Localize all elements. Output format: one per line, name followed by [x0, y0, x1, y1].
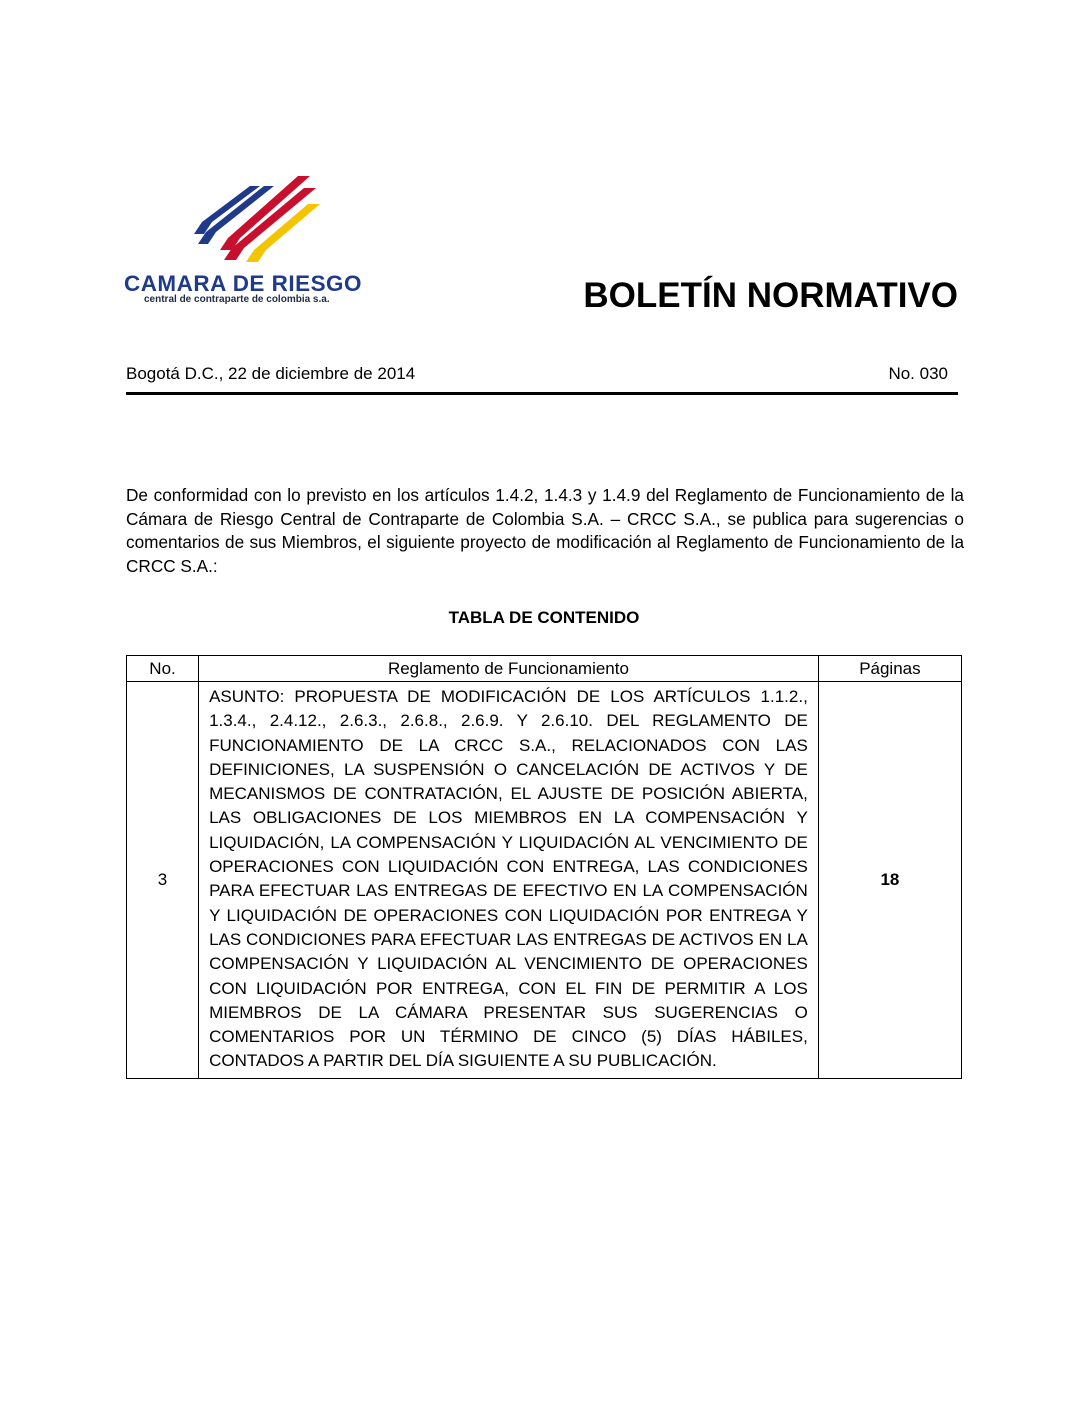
toc-title: TABLA DE CONTENIDO: [448, 608, 640, 627]
toc-header-reglamento: Reglamento de Funcionamiento: [199, 656, 819, 682]
dateline: [126, 364, 948, 384]
logo-subtitle: central de contraparte de colombia s.a.: [144, 294, 330, 305]
logo-stripes-icon: [194, 172, 324, 264]
intro-paragraph: De conformidad con lo previsto en los artículos 1.4.2, 1.4.3 y 1.4.9 del Reglamento de Funcionamiento de la Cámara de Riesgo Central de Contraparte de Colombia S.A. – CRCC S.A., se publica para sugerencias o comentarios de sus Miembros, el siguiente proyecto de modificación al Reglamento de Funcionamiento de la CRCC S.A.:: [126, 485, 964, 576]
toc-row-reglamento: ASUNTO: PROPUESTA DE MODIFICACIÓN DE LOS ARTÍCULOS 1.1.2., 1.3.4., 2.4.12., 2.6.3., 2.6.8., 2.6.9. Y 2.6.10. DEL REGLAMENTO DE FUNCIONAMIENTO DE LA CRCC S.A., RELACIONADOS CON LAS DEFINICIONES, LA SUSPENSIÓN O CANCELACIÓN DE ACTIVOS Y DE MECANISMOS DE CONTRATACIÓN, EL AJUSTE DE POSICIÓN ABIERTA, LAS OBLIGACIONES DE LOS MIEMBROS EN LA COMPENSACIÓN Y LIQUIDACIÓN, LA COMPENSACIÓN Y LIQUIDACIÓN AL VENCIMIENTO DE OPERACIONES CON LIQUIDACIÓN CON ENTREGA, LAS CONDICIONES PARA EFECTUAR LAS ENTREGAS DE EFECTIVO EN LA COMPENSACIÓN Y LIQUIDACIÓN DE OPERACIONES CON LIQUIDACIÓN POR ENTREGA Y LAS CONDICIONES PARA EFECTUAR LAS ENTREGAS DE ACTIVOS EN LA COMPENSACIÓN Y LIQUIDACIÓN AL VENCIMIENTO DE OPERACIONES CON LIQUIDACIÓN POR ENTREGA, CON EL FIN DE PERMITIR A LOS MIEMBROS DE LA CÁMARA PRESENTAR SUS SUGERENCIAS O COMENTARIOS POR UN TÉRMINO DE CINCO (5) DÍAS HÁBILES, CONTADOS A PARTIR DEL DÍA SIGUIENTE A SU PUBLICACIÓN.: [199, 682, 819, 1079]
logo-name: CAMARA DE RIESGO: [124, 271, 362, 296]
bulletin-title: BOLETÍN NORMATIVO: [583, 276, 958, 315]
bulletin-number: No. 030: [888, 364, 948, 383]
toc-row-paginas: 18: [818, 682, 961, 1079]
toc-row-no: 3: [127, 682, 199, 1079]
bulletin-date: Bogotá D.C., 22 de diciembre de 2014: [126, 364, 416, 383]
company-logo: [124, 172, 400, 312]
toc-header-paginas: Páginas: [818, 656, 961, 682]
table-row: [127, 682, 962, 1079]
header-divider: [126, 392, 958, 395]
toc-table: [126, 655, 962, 1079]
toc-header-row: [127, 656, 962, 682]
toc-header-no: No.: [127, 656, 199, 682]
